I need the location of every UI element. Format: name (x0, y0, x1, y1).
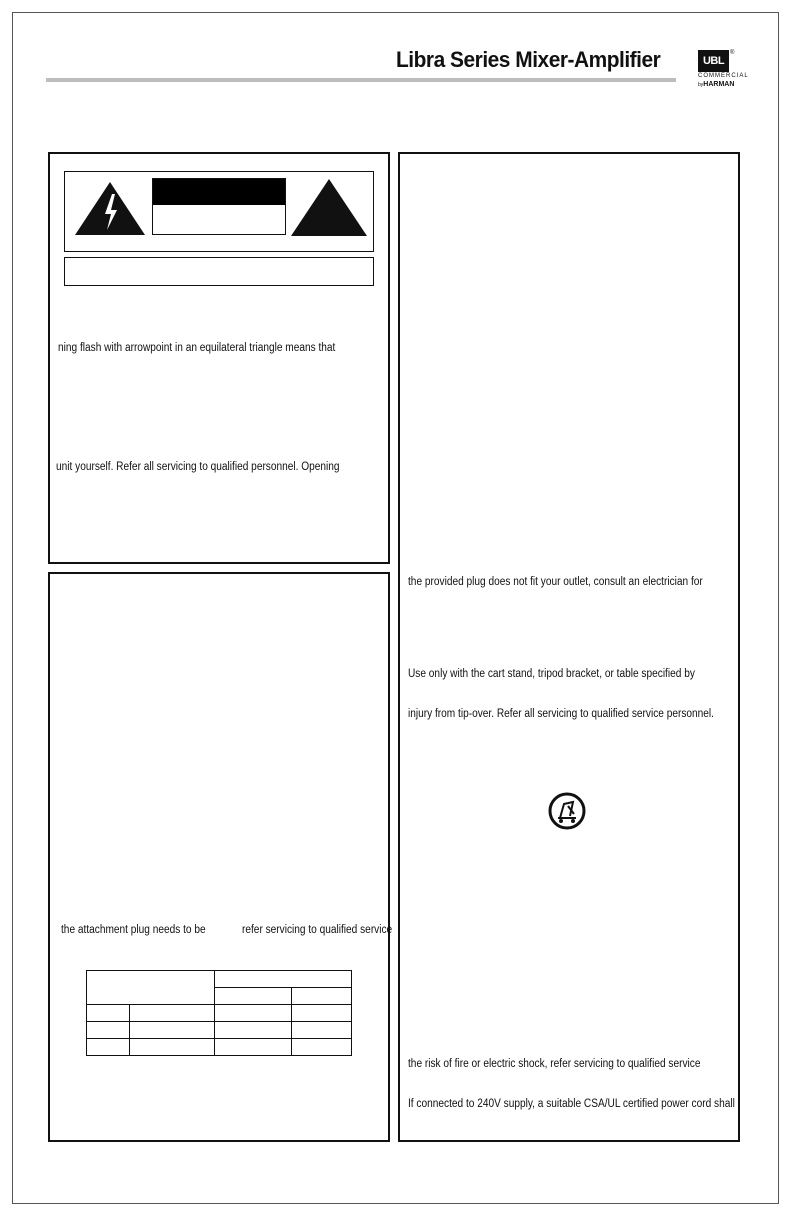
power-rating-box (48, 572, 393, 1142)
table-cell (87, 1039, 130, 1056)
table-cell (215, 971, 352, 988)
logo-subtitle: COMMERCIAL (698, 73, 749, 79)
fire-shock-text: the risk of fire or electric shock, refer servicing to qualified service (408, 1058, 701, 1070)
table-cell (292, 1039, 352, 1056)
outlet-text: the provided plug does not fit your outlet, consult an electrician for (408, 576, 703, 588)
power-cord-text: If connected to 240V supply, a suitable CSA/UL certified power cord shall (408, 1098, 735, 1110)
tipover-text: injury from tip-over. Refer all servicing to qualified service personnel. (408, 708, 714, 720)
caution-triangle-icon (290, 177, 368, 237)
table-cell (292, 1005, 352, 1022)
table-cell (292, 988, 352, 1005)
brand-logo (698, 50, 749, 92)
servicing-text: unit yourself. Refer all servicing to qualified personnel. Opening (56, 461, 340, 473)
power-rating-table (86, 970, 352, 1056)
logo-company (698, 81, 734, 88)
table-cell (130, 1039, 215, 1056)
cart-text: Use only with the cart stand, tripod bracket, or table specified by (408, 668, 695, 680)
lightning-warning-text: ning flash with arrowpoint in an equilateral triangle means that (58, 342, 336, 354)
logo-company-prefix: by (698, 82, 704, 88)
table-cell (130, 1022, 215, 1039)
caution-label (152, 178, 286, 235)
page-title: Libra Series Mixer-Amplifier (396, 47, 661, 72)
lightning-warning-icon (74, 180, 146, 236)
caution-text-box (64, 257, 374, 286)
table-cell (215, 1005, 292, 1022)
logo-registered: ® (730, 50, 735, 56)
table-cell (130, 1005, 215, 1022)
logo-brand: UBL (698, 50, 729, 72)
table-cell (87, 1005, 130, 1022)
cart-tipover-icon (548, 792, 586, 830)
safety-instructions-box (398, 152, 740, 1142)
plug-text-right: refer servicing to qualified service (242, 924, 393, 936)
plug-text-left: the attachment plug needs to be (61, 924, 206, 936)
table-cell (215, 988, 292, 1005)
table-row (87, 971, 352, 988)
caution-label-header (153, 179, 285, 205)
table-row (87, 1022, 352, 1039)
table-row (87, 1005, 352, 1022)
table-cell (87, 1022, 130, 1039)
table-cell (215, 1022, 292, 1039)
logo-company-name: HARMAN (703, 81, 735, 88)
table-cell (292, 1022, 352, 1039)
table-cell (215, 1039, 292, 1056)
title-rule (46, 78, 676, 82)
table-row (87, 1039, 352, 1056)
table-cell (87, 971, 215, 1005)
